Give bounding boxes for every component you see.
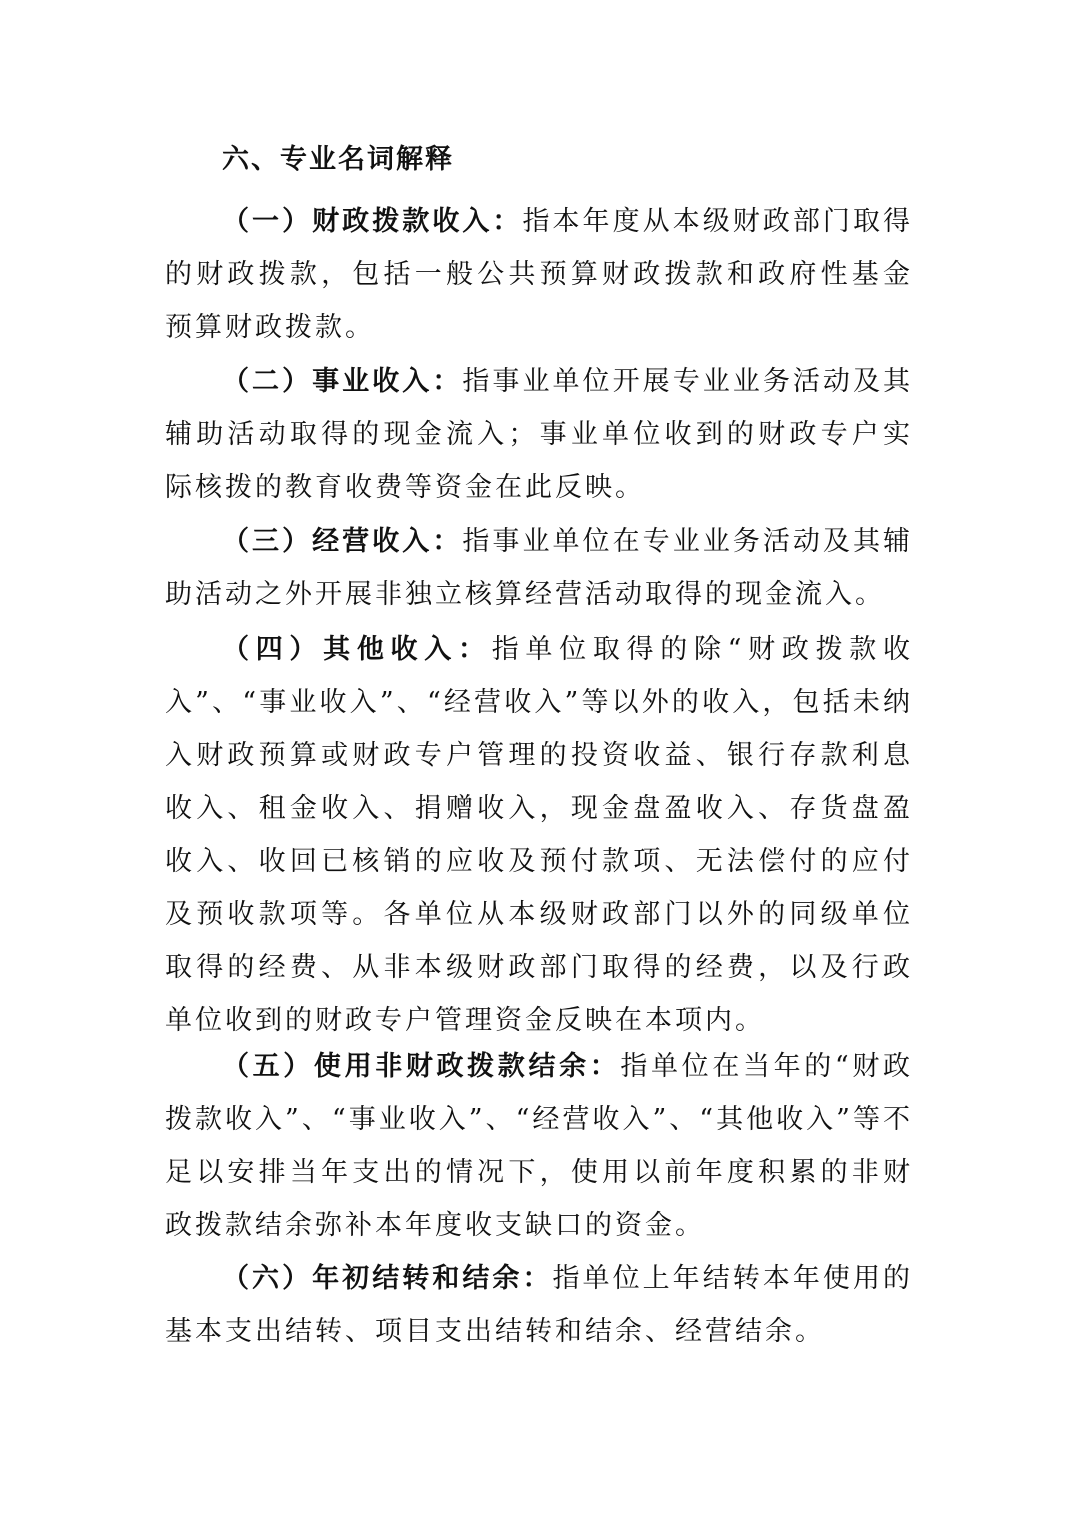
term-label: （一）财政拨款收入：	[222, 206, 523, 237]
term-paragraph-business-income	[165, 355, 913, 514]
term-label: （二）事业收入：	[222, 366, 463, 397]
term-paragraph-operating-income	[165, 515, 913, 621]
term-definition: 指单位上年结转本年使用的基本支出结转、项目支出结转和结余、经营结余。	[165, 1263, 913, 1347]
term-label: （五）使用非财政拨款结余：	[222, 1051, 621, 1082]
term-label: （四）其他收入：	[222, 634, 492, 665]
term-definition: 指事业单位开展专业业务活动及其辅助活动取得的现金流入；事业单位收到的财政专户实际核拨的教育收费等资金在此反映。	[165, 366, 914, 503]
term-label: （三）经营收入：	[222, 526, 463, 557]
term-paragraph-other-income	[165, 623, 913, 1047]
term-definition: 指单位取得的除“财政拨款收入”、“事业收入”、“经营收入”等以外的收入，包括未纳入财政预算或财政专户管理的投资收益、银行存款利息收入、租金收入、捐赠收入，现金盘盈收入、存货盘盈收入、收回已核销的应收及预付款项、无法偿付的应付及预收款项等。各单位从本级财政部门以外的同级单位取得的经费、从非本级财政部门取得的经费，以及行政单位收到的财政专户管理资金反映在本项内。	[165, 634, 914, 1036]
term-paragraph-opening-carryover-balance	[165, 1252, 913, 1358]
section-heading: 六、专业名词解释	[222, 144, 454, 175]
term-definition: 指单位在当年的“财政拨款收入”、“事业收入”、“经营收入”、“其他收入”等不足以安排当年支出的情况下，使用以前年度积累的非财政拨款结余弥补本年度收支缺口的资金。	[165, 1051, 913, 1241]
term-definition: 指本年度从本级财政部门取得的财政拨款，包括一般公共预算财政拨款和政府性基金预算财政拨款。	[165, 206, 914, 343]
term-paragraph-non-fiscal-balance-use	[165, 1040, 913, 1252]
term-label: （六）年初结转和结余：	[222, 1263, 553, 1294]
term-paragraph-fiscal-appropriation-income	[165, 195, 913, 354]
term-definition: 指事业单位在专业业务活动及其辅助活动之外开展非独立核算经营活动取得的现金流入。	[165, 526, 914, 610]
